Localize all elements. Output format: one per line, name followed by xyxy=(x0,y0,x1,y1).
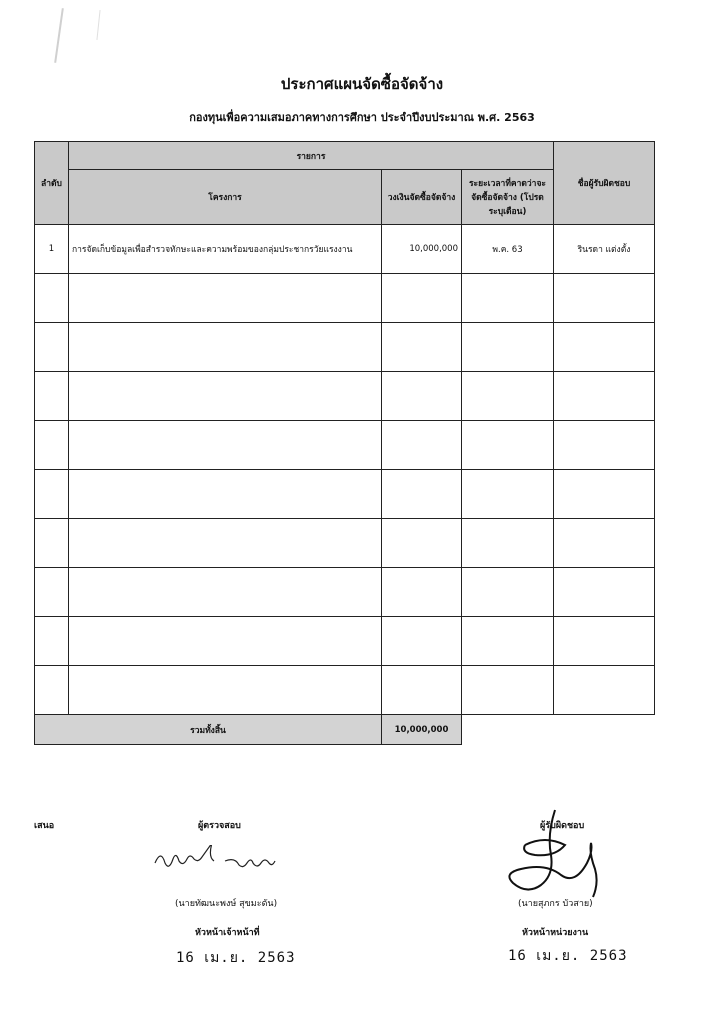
column-header-order: ลำดับ xyxy=(35,142,69,225)
empty-row xyxy=(35,421,655,470)
scan-artifact xyxy=(54,8,64,63)
cell-project: การจัดเก็บข้อมูลเพื่อสำรวจทักษะและความพร้อมของกลุ่มประชากรวัยแรงงาน xyxy=(69,225,382,274)
scan-artifact xyxy=(96,10,100,40)
responsible-signature-image xyxy=(495,805,605,900)
page-subtitle: กองทุนเพื่อความเสมอภาคทางการศึกษา ประจำปีงบประมาณ พ.ศ. 2563 xyxy=(189,111,535,124)
cell-period: พ.ค. 63 xyxy=(462,225,554,274)
responsible-date-stamp: 16 เม.ย. 2563 xyxy=(508,948,628,964)
empty-row xyxy=(35,372,655,421)
responsible-label: ผู้รับผิดชอบ xyxy=(540,821,585,831)
column-header-project: โครงการ xyxy=(69,170,382,225)
propose-label: เสนอ xyxy=(34,821,55,831)
cell-order: 1 xyxy=(35,225,69,274)
empty-row xyxy=(35,323,655,372)
reviewer-label: ผู้ตรวจสอบ xyxy=(198,821,241,831)
responsible-position: หัวหน้าหน่วยงาน xyxy=(522,928,589,938)
responsible-name: (นายสุภกร บัวสาย) xyxy=(518,899,593,909)
reviewer-date-stamp: 16 เม.ย. 2563 xyxy=(176,950,296,966)
total-label: รวมทั้งสิ้น xyxy=(35,715,382,745)
empty-row xyxy=(35,568,655,617)
column-header-period: ระยะเวลาที่คาดว่าจะจัดซื้อจัดจ้าง (โปรดระบุเดือน) xyxy=(462,170,554,225)
procurement-plan-table xyxy=(34,141,655,745)
empty-row xyxy=(35,274,655,323)
column-header-budget: วงเงินจัดซื้อจัดจ้าง xyxy=(382,170,462,225)
empty-row xyxy=(35,470,655,519)
cell-budget: 10,000,000 xyxy=(382,225,462,274)
reviewer-name: (นายทัฒนะพงษ์ สุขมะดัน) xyxy=(175,899,278,909)
page-title: ประกาศแผนจัดซื้อจัดจ้าง xyxy=(280,75,444,93)
empty-row xyxy=(35,617,655,666)
column-header-responsible: ชื่อผู้รับผิดชอบ xyxy=(554,142,655,225)
table-row xyxy=(35,225,655,274)
cell-responsible: รินรดา แต่งตั้ง xyxy=(554,225,655,274)
column-group-items: รายการ xyxy=(69,142,554,170)
reviewer-signature-image xyxy=(150,845,290,875)
empty-row xyxy=(35,666,655,715)
total-value: 10,000,000 xyxy=(382,715,462,745)
empty-row xyxy=(35,519,655,568)
total-row xyxy=(35,715,655,745)
reviewer-position: หัวหน้าเจ้าหน้าที่ xyxy=(195,928,260,938)
